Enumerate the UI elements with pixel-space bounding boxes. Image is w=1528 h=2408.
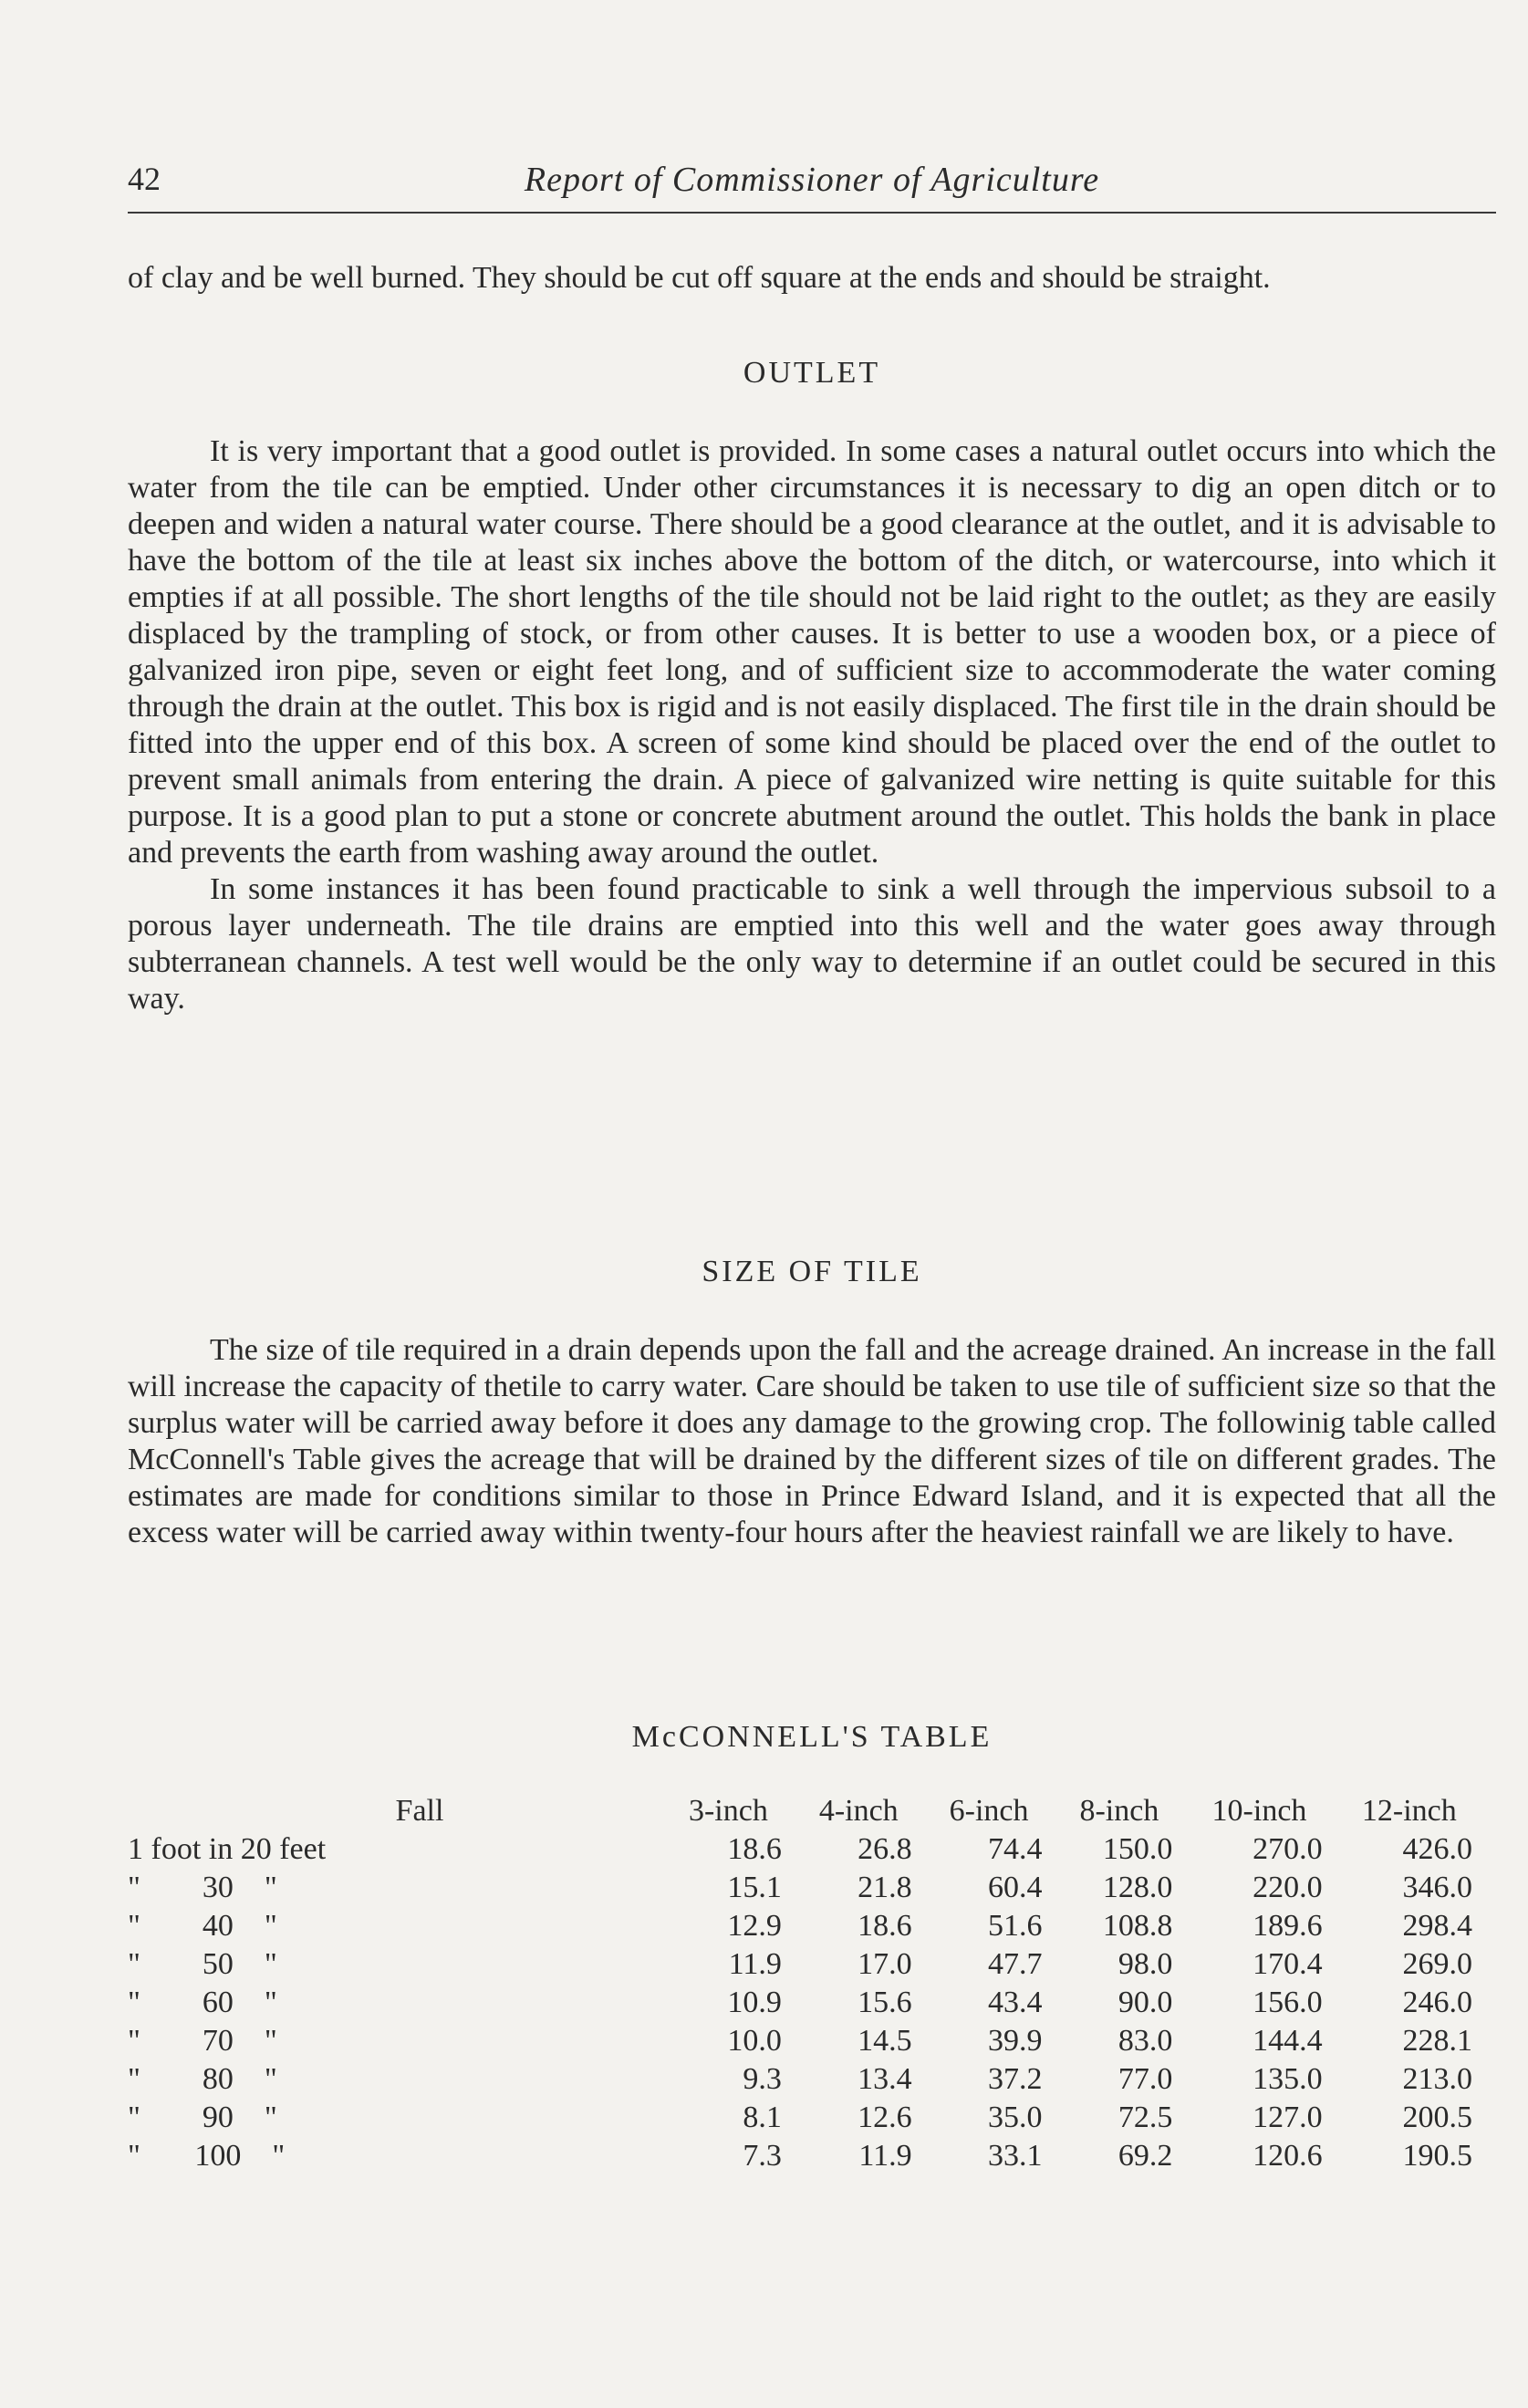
acreage-cell: 51.6: [987, 1909, 1043, 1943]
column-header-6-inch: 6-inch: [949, 1794, 1029, 1828]
acreage-cell: 7.3: [743, 2139, 782, 2173]
acreage-cell: 246.0: [1402, 1986, 1472, 2019]
acreage-cell: 72.5: [1117, 2100, 1173, 2134]
column-header-8-inch: 8-inch: [1079, 1794, 1159, 1828]
fall-cell: " 70 ": [128, 2024, 277, 2058]
outlet-section: [128, 433, 1496, 1017]
column-header-fall: Fall: [395, 1794, 444, 1828]
running-head: [128, 160, 1496, 214]
table-header-row: [128, 1792, 1496, 1830]
acreage-cell: 108.8: [1102, 1909, 1173, 1943]
header-rule: [128, 212, 1496, 214]
fall-cell: " 100 ": [128, 2139, 286, 2173]
acreage-cell: 135.0: [1253, 2062, 1323, 2096]
table-row: [128, 1945, 1496, 1984]
acreage-cell: 11.9: [728, 1947, 782, 1981]
acreage-cell: 26.8: [858, 1832, 912, 1866]
acreage-cell: 69.2: [1117, 2139, 1173, 2173]
acreage-cell: 39.9: [987, 2024, 1043, 2058]
acreage-cell: 15.1: [727, 1871, 782, 1904]
acreage-cell: 213.0: [1402, 2062, 1472, 2096]
acreage-cell: 189.6: [1253, 1909, 1323, 1943]
table-row: [128, 1830, 1496, 1869]
acreage-cell: 90.0: [1117, 1986, 1173, 2019]
acreage-cell: 270.0: [1253, 1832, 1323, 1866]
outlet-paragraph-1: It is very important that a good outlet is provided. In some cases a natural outlet occurs into which the water from the tile can be emptied. Under other circumstances it is necessary to dig an open ditch or to deepen and widen a natural water course. There should be a good clearance at the outlet, and it is advisable to have the bottom of the tile at least six inches above the bottom of the ditch, or watercourse, into which it empties if at all possible. The short lengths of the tile should not be laid right to the outlet; as they are easily displaced by the trampling of stock, or from other causes. It is better to use a wooden box, or a piece of galvanized iron pipe, seven or eight feet long, and of sufficient size to accommoderate the water coming through the drain at the outlet. This box is rigid and is not easily displaced. The first tile in the drain should be fitted into the upper end of this box. A screen of some kind should be placed over the end of the outlet to prevent small animals from entering the drain. A piece of galvanized wire netting is quite suitable for this purpose. It is a good plan to put a stone or concrete abutment around the outlet. This holds the bank in place and prevents the earth from washing away around the outlet.: [128, 434, 1496, 870]
table-row: [128, 2137, 1496, 2175]
acreage-cell: 21.8: [858, 1871, 912, 1904]
table-row: [128, 1869, 1496, 1907]
acreage-cell: 128.0: [1102, 1871, 1173, 1904]
fall-cell: " 80 ": [128, 2062, 277, 2096]
acreage-cell: 11.9: [858, 2139, 912, 2173]
fall-cell: " 50 ": [128, 1947, 277, 1981]
acreage-cell: 98.0: [1117, 1947, 1173, 1981]
outlet-paragraph-2: In some instances it has been found practicable to sink a well through the impervious subsoil to a porous layer underneath. The tile drains are emptied into this well and the water goes away through subterranean channels. A test well would be the only way to determine if an outlet could be secured in this way.: [128, 872, 1496, 1016]
mcconnell-table: [128, 1792, 1496, 2175]
fall-cell: " 40 ": [128, 1909, 277, 1943]
acreage-cell: 346.0: [1402, 1871, 1472, 1904]
acreage-cell: 60.4: [987, 1871, 1043, 1904]
column-header-12-inch: 12-inch: [1361, 1794, 1457, 1828]
acreage-cell: 43.4: [987, 1986, 1043, 2019]
table-row: [128, 2022, 1496, 2060]
acreage-cell: 74.4: [987, 1832, 1043, 1866]
intro-paragraph: of clay and be well burned. They should be cut off square at the ends and should be straight.: [128, 261, 1271, 295]
acreage-cell: 10.0: [727, 2024, 782, 2058]
acreage-cell: 33.1: [987, 2139, 1043, 2173]
table-row: [128, 2099, 1496, 2137]
acreage-cell: 13.4: [858, 2062, 912, 2096]
column-header-10-inch: 10-inch: [1211, 1794, 1307, 1828]
acreage-cell: 12.9: [727, 1909, 782, 1943]
acreage-cell: 9.3: [743, 2062, 782, 2096]
acreage-cell: 426.0: [1402, 1832, 1472, 1866]
acreage-cell: 47.7: [987, 1947, 1043, 1981]
column-header-4-inch: 4-inch: [818, 1794, 899, 1828]
acreage-cell: 127.0: [1253, 2100, 1323, 2134]
column-header-3-inch: 3-inch: [688, 1794, 768, 1828]
fall-cell: " 60 ": [128, 1986, 277, 2019]
fall-cell: " 90 ": [128, 2100, 277, 2134]
acreage-cell: 156.0: [1253, 1986, 1323, 2019]
fall-cell: 1 foot in 20 feet: [128, 1832, 327, 1866]
table-row: [128, 1907, 1496, 1945]
acreage-cell: 14.5: [858, 2024, 912, 2058]
table-row: [128, 1984, 1496, 2022]
acreage-cell: 18.6: [727, 1832, 782, 1866]
intro-block: [128, 260, 1496, 297]
table-title: McCONNELL'S TABLE: [631, 1720, 993, 1754]
acreage-cell: 83.0: [1117, 2024, 1173, 2058]
size-of-tile-paragraph: The size of tile required in a drain depends upon the fall and the acreage drained. An increase in the fall will increase the capacity of thetile to carry water. Care should be taken to use tile of sufficient size so that the surplus water will be carried away before it does any damage to the growing crop. The followinig table called McConnell's Table gives the acreage that will be drained by the different sizes of tile on different grades. The estimates are made for conditions similar to those in Prince Edward Island, and it is expected that all the excess water will be carried away within twenty-four hours after the heaviest rainfall we are likely to have.: [128, 1333, 1496, 1549]
acreage-cell: 35.0: [987, 2100, 1043, 2134]
heading-outlet: OUTLET: [743, 356, 881, 390]
heading-size-of-tile: SIZE OF TILE: [702, 1255, 922, 1288]
acreage-cell: 220.0: [1253, 1871, 1323, 1904]
page-number: 42: [128, 161, 161, 197]
acreage-cell: 10.9: [727, 1986, 782, 2019]
acreage-cell: 228.1: [1402, 2024, 1472, 2058]
acreage-cell: 8.1: [743, 2100, 782, 2134]
acreage-cell: 144.4: [1253, 2024, 1323, 2058]
acreage-cell: 200.5: [1402, 2100, 1472, 2134]
acreage-cell: 15.6: [858, 1986, 912, 2019]
acreage-cell: 37.2: [987, 2062, 1043, 2096]
acreage-cell: 170.4: [1253, 1947, 1323, 1981]
acreage-cell: 190.5: [1402, 2139, 1472, 2173]
acreage-cell: 77.0: [1117, 2062, 1173, 2096]
acreage-cell: 298.4: [1402, 1909, 1472, 1943]
acreage-cell: 12.6: [858, 2100, 912, 2134]
fall-cell: " 30 ": [128, 1871, 277, 1904]
running-title: Report of Commissioner of Agriculture: [524, 161, 1100, 199]
table-row: [128, 2060, 1496, 2099]
acreage-cell: 120.6: [1253, 2139, 1323, 2173]
acreage-cell: 18.6: [858, 1909, 912, 1943]
acreage-cell: 269.0: [1402, 1947, 1472, 1981]
size-of-tile-section: [128, 1332, 1496, 1551]
acreage-cell: 150.0: [1102, 1832, 1173, 1866]
acreage-cell: 17.0: [858, 1947, 912, 1981]
